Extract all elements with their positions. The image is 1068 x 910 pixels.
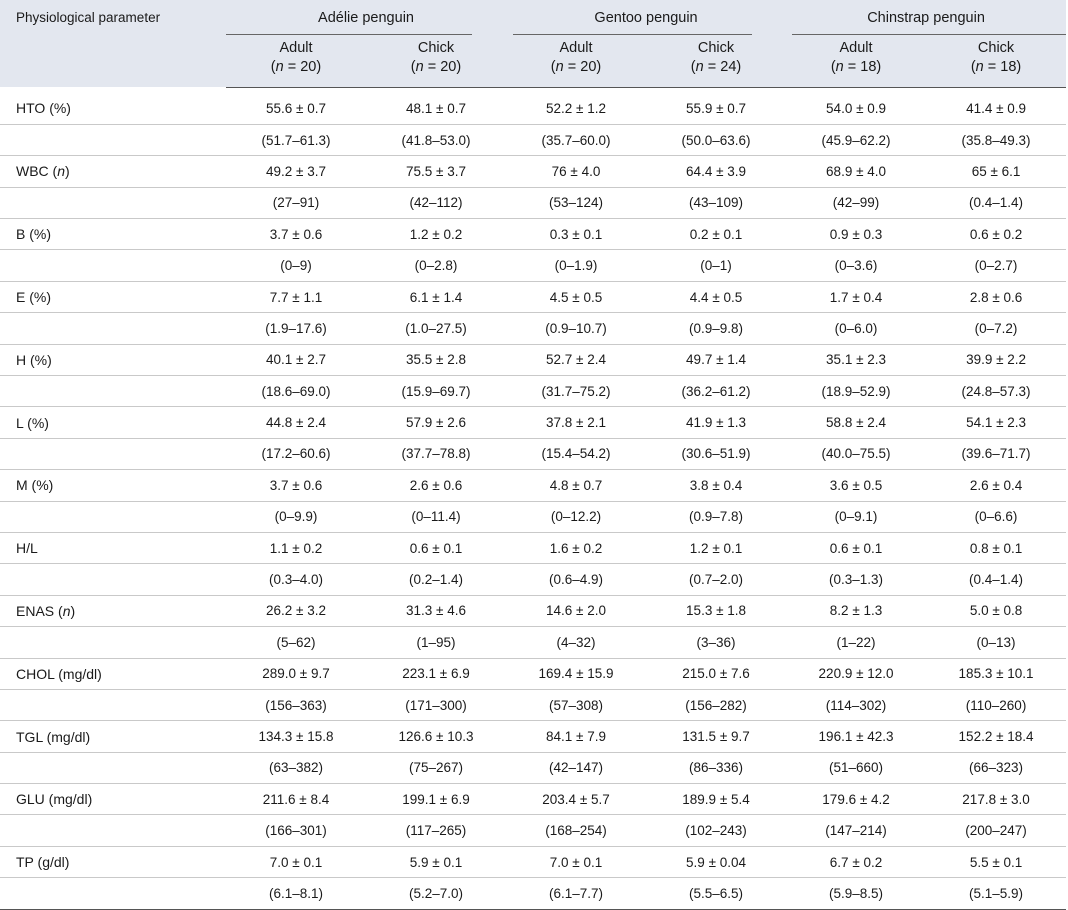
parameter-unit: n [62, 602, 71, 619]
mean-value-cell: 211.6 ± 8.4 [226, 784, 366, 815]
sample-size: (n = 20) [410, 59, 462, 75]
mean-value-cell: 215.0 ± 7.6 [646, 658, 786, 689]
table-row-mean [0, 87, 1066, 124]
mean-value-cell: 58.8 ± 2.4 [786, 407, 926, 438]
range-value-cell: (15.4–54.2) [506, 438, 646, 469]
parameter-label-end: ) [70, 602, 76, 619]
subgroup-label: Chick [417, 40, 455, 56]
mean-value-cell: 5.5 ± 0.1 [926, 846, 1066, 877]
mean-value-cell: 64.4 ± 3.9 [646, 156, 786, 187]
mean-value-cell: 68.9 ± 4.0 [786, 156, 926, 187]
parameter-name [0, 532, 226, 563]
range-value-cell: (0.9–7.8) [646, 501, 786, 532]
range-value-cell: (0.7–2.0) [646, 564, 786, 595]
range-value-cell: (0–12.2) [506, 501, 646, 532]
parameter-label: ENAS ( [16, 602, 63, 619]
range-value-cell: (18.6–69.0) [226, 376, 366, 407]
mean-value-cell: 179.6 ± 4.2 [786, 784, 926, 815]
range-value-cell: (51–660) [786, 752, 926, 783]
sample-size: (n = 18) [970, 59, 1022, 75]
table-row-mean [0, 846, 1066, 877]
mean-value-cell: 7.0 ± 0.1 [226, 846, 366, 877]
mean-value-cell: 189.9 ± 5.4 [646, 784, 786, 815]
n-equals: = [283, 59, 301, 75]
range-value-cell: (5.9–8.5) [786, 878, 926, 909]
table-row-range [0, 815, 1066, 846]
range-value-cell: (166–301) [226, 815, 366, 846]
mean-value-cell: 44.8 ± 2.4 [226, 407, 366, 438]
mean-value-cell: 75.5 ± 3.7 [366, 156, 506, 187]
mean-value-cell: 203.4 ± 5.7 [506, 784, 646, 815]
range-value-cell: (0–9.1) [786, 501, 926, 532]
mean-value-cell: 35.1 ± 2.3 [786, 344, 926, 375]
range-value-cell: (35.8–49.3) [926, 124, 1066, 155]
parameter-name [0, 407, 226, 438]
mean-value-cell: 196.1 ± 42.3 [786, 721, 926, 752]
mean-value-cell: 5.9 ± 0.04 [646, 846, 786, 877]
mean-value-cell: 4.5 ± 0.5 [506, 281, 646, 312]
mean-value-cell: 131.5 ± 9.7 [646, 721, 786, 752]
range-value-cell: (171–300) [366, 689, 506, 720]
empty-parameter-cell [0, 815, 226, 846]
range-value-cell: (75–267) [366, 752, 506, 783]
parameter-name [0, 721, 226, 752]
table-row-mean [0, 658, 1066, 689]
range-value-cell: (0.9–9.8) [646, 313, 786, 344]
range-value-cell: (53–124) [506, 187, 646, 218]
parameter-label: H (%) [16, 351, 52, 368]
table-row-range [0, 187, 1066, 218]
range-value-cell: (1.0–27.5) [366, 313, 506, 344]
mean-value-cell: 57.9 ± 2.6 [366, 407, 506, 438]
table-row-mean [0, 281, 1066, 312]
mean-value-cell: 7.0 ± 0.1 [506, 846, 646, 877]
parameter-label: GLU (mg/dl) [16, 791, 93, 808]
group-header-adelie [226, 0, 506, 35]
mean-value-cell: 1.2 ± 0.1 [646, 532, 786, 563]
range-value-cell: (0–7.2) [926, 313, 1066, 344]
sample-size: (n = 20) [270, 59, 322, 75]
n-symbol: n [555, 59, 564, 75]
n-symbol: n [275, 59, 284, 75]
range-value-cell: (0–9.9) [226, 501, 366, 532]
mean-value-cell: 199.1 ± 6.9 [366, 784, 506, 815]
sample-size: (n = 24) [690, 59, 742, 75]
empty-parameter-cell [0, 564, 226, 595]
parameter-label: WBC ( [16, 163, 58, 180]
range-value-cell: (24.8–57.3) [926, 376, 1066, 407]
range-value-cell: (5–62) [226, 627, 366, 658]
empty-parameter-cell [0, 627, 226, 658]
table-row-range [0, 501, 1066, 532]
range-value-cell: (3–36) [646, 627, 786, 658]
range-value-cell: (156–363) [226, 689, 366, 720]
mean-value-cell: 3.7 ± 0.6 [226, 470, 366, 501]
range-value-cell: (0.3–1.3) [786, 564, 926, 595]
range-value-cell: (31.7–75.2) [506, 376, 646, 407]
range-value-cell: (27–91) [226, 187, 366, 218]
range-value-cell: (51.7–61.3) [226, 124, 366, 155]
subgroup-label: Adult [839, 40, 873, 56]
group-header-gentoo [506, 0, 786, 35]
mean-value-cell: 2.6 ± 0.4 [926, 470, 1066, 501]
table-row-range [0, 564, 1066, 595]
mean-value-cell: 0.2 ± 0.1 [646, 219, 786, 250]
empty-parameter-cell [0, 313, 226, 344]
range-value-cell: (4–32) [506, 627, 646, 658]
table-row-mean [0, 407, 1066, 438]
mean-value-cell: 0.3 ± 0.1 [506, 219, 646, 250]
range-value-cell: (5.2–7.0) [366, 878, 506, 909]
table-row-range [0, 376, 1066, 407]
parameter-label: H/L [16, 540, 38, 557]
parameter-name [0, 219, 226, 250]
table-row-range [0, 627, 1066, 658]
subgroup-header [366, 35, 506, 87]
mean-value-cell: 15.3 ± 1.8 [646, 595, 786, 626]
mean-value-cell: 35.5 ± 2.8 [366, 344, 506, 375]
mean-value-cell: 49.2 ± 3.7 [226, 156, 366, 187]
parameter-label: TGL (mg/dl) [16, 728, 91, 745]
parameter-label-end: ) [65, 163, 70, 180]
table-row-range [0, 313, 1066, 344]
mean-value-cell: 2.8 ± 0.6 [926, 281, 1066, 312]
range-value-cell: (35.7–60.0) [506, 124, 646, 155]
mean-value-cell: 0.6 ± 0.2 [926, 219, 1066, 250]
sample-size: (n = 20) [550, 59, 602, 75]
table-row-mean [0, 784, 1066, 815]
range-value-cell: (0.2–1.4) [366, 564, 506, 595]
range-value-cell: (117–265) [366, 815, 506, 846]
n-value: 20 [300, 59, 317, 75]
range-value-cell: (0–6.6) [926, 501, 1066, 532]
table-row-range [0, 438, 1066, 469]
range-value-cell: (200–247) [926, 815, 1066, 846]
range-value-cell: (30.6–51.9) [646, 438, 786, 469]
table-row-range [0, 752, 1066, 783]
mean-value-cell: 55.9 ± 0.7 [646, 87, 786, 124]
empty-parameter-cell [0, 689, 226, 720]
n-equals: = [423, 59, 441, 75]
range-value-cell: (5.5–6.5) [646, 878, 786, 909]
mean-value-cell: 152.2 ± 18.4 [926, 721, 1066, 752]
mean-value-cell: 217.8 ± 3.0 [926, 784, 1066, 815]
mean-value-cell: 54.1 ± 2.3 [926, 407, 1066, 438]
table-row-mean [0, 721, 1066, 752]
mean-value-cell: 289.0 ± 9.7 [226, 658, 366, 689]
parameter-name [0, 344, 226, 375]
mean-value-cell: 54.0 ± 0.9 [786, 87, 926, 124]
mean-value-cell: 2.6 ± 0.6 [366, 470, 506, 501]
table-row-range [0, 250, 1066, 281]
mean-value-cell: 6.1 ± 1.4 [366, 281, 506, 312]
range-value-cell: (0–3.6) [786, 250, 926, 281]
empty-parameter-cell [0, 438, 226, 469]
mean-value-cell: 26.2 ± 3.2 [226, 595, 366, 626]
mean-value-cell: 37.8 ± 2.1 [506, 407, 646, 438]
n-value: 20 [440, 59, 457, 75]
mean-value-cell: 4.4 ± 0.5 [646, 281, 786, 312]
range-value-cell: (50.0–63.6) [646, 124, 786, 155]
range-value-cell: (168–254) [506, 815, 646, 846]
mean-value-cell: 5.9 ± 0.1 [366, 846, 506, 877]
parameter-name [0, 156, 226, 187]
range-value-cell: (39.6–71.7) [926, 438, 1066, 469]
mean-value-cell: 126.6 ± 10.3 [366, 721, 506, 752]
empty-parameter-cell [0, 250, 226, 281]
table-header [0, 0, 1066, 87]
parameter-label: E (%) [16, 289, 51, 306]
mean-value-cell: 48.1 ± 0.7 [366, 87, 506, 124]
mean-value-cell: 41.9 ± 1.3 [646, 407, 786, 438]
range-value-cell: (41.8–53.0) [366, 124, 506, 155]
range-value-cell: (0–1.9) [506, 250, 646, 281]
table-row-mean [0, 470, 1066, 501]
sample-size: (n = 18) [830, 59, 882, 75]
subgroup-label: Adult [279, 40, 313, 56]
table-body [0, 87, 1066, 909]
range-value-cell: (147–214) [786, 815, 926, 846]
subgroup-label: Adult [559, 40, 593, 56]
parameter-label: M (%) [16, 477, 54, 494]
range-value-cell: (17.2–60.6) [226, 438, 366, 469]
range-value-cell: (1–22) [786, 627, 926, 658]
table-row-mean [0, 156, 1066, 187]
range-value-cell: (1–95) [366, 627, 506, 658]
mean-value-cell: 4.8 ± 0.7 [506, 470, 646, 501]
mean-value-cell: 76 ± 4.0 [506, 156, 646, 187]
range-value-cell: (6.1–7.7) [506, 878, 646, 909]
parameter-label: CHOL (mg/dl) [16, 665, 102, 682]
range-value-cell: (0–6.0) [786, 313, 926, 344]
range-value-cell: (156–282) [646, 689, 786, 720]
range-value-cell: (37.7–78.8) [366, 438, 506, 469]
mean-value-cell: 84.1 ± 7.9 [506, 721, 646, 752]
subgroup-header [786, 35, 926, 87]
range-value-cell: (42–112) [366, 187, 506, 218]
mean-value-cell: 1.2 ± 0.2 [366, 219, 506, 250]
range-value-cell: (0.9–10.7) [506, 313, 646, 344]
table-row-mean [0, 344, 1066, 375]
range-value-cell: (0–1) [646, 250, 786, 281]
mean-value-cell: 49.7 ± 1.4 [646, 344, 786, 375]
parameter-name [0, 470, 226, 501]
empty-parameter-cell [0, 376, 226, 407]
table-row-range [0, 878, 1066, 909]
group-label: Adélie penguin [318, 10, 414, 26]
mean-value-cell: 65 ± 6.1 [926, 156, 1066, 187]
range-value-cell: (0–13) [926, 627, 1066, 658]
table-row-range [0, 689, 1066, 720]
mean-value-cell: 52.7 ± 2.4 [506, 344, 646, 375]
range-value-cell: (42–147) [506, 752, 646, 783]
table-row-mean [0, 595, 1066, 626]
mean-value-cell: 0.8 ± 0.1 [926, 532, 1066, 563]
range-value-cell: (0–2.7) [926, 250, 1066, 281]
mean-value-cell: 1.1 ± 0.2 [226, 532, 366, 563]
parameter-label: B (%) [16, 226, 51, 243]
mean-value-cell: 41.4 ± 0.9 [926, 87, 1066, 124]
empty-parameter-cell [0, 124, 226, 155]
parameter-label: L (%) [16, 414, 49, 431]
range-value-cell: (42–99) [786, 187, 926, 218]
table-row-range [0, 124, 1066, 155]
group-header-chinstrap [786, 0, 1066, 35]
mean-value-cell: 223.1 ± 6.9 [366, 658, 506, 689]
mean-value-cell: 3.6 ± 0.5 [786, 470, 926, 501]
mean-value-cell: 6.7 ± 0.2 [786, 846, 926, 877]
parameter-unit: n [57, 163, 66, 180]
range-value-cell: (63–382) [226, 752, 366, 783]
parameter-name [0, 658, 226, 689]
range-value-cell: (0.6–4.9) [506, 564, 646, 595]
n-value: 24 [720, 59, 737, 75]
range-value-cell: (18.9–52.9) [786, 376, 926, 407]
n-value: 20 [580, 59, 597, 75]
mean-value-cell: 7.7 ± 1.1 [226, 281, 366, 312]
mean-value-cell: 39.9 ± 2.2 [926, 344, 1066, 375]
table-row-mean [0, 219, 1066, 250]
subgroup-label: Chick [977, 40, 1015, 56]
range-value-cell: (110–260) [926, 689, 1066, 720]
parameter-label: TP (g/dl) [16, 854, 70, 871]
mean-value-cell: 220.9 ± 12.0 [786, 658, 926, 689]
range-value-cell: (36.2–61.2) [646, 376, 786, 407]
subgroup-header [926, 35, 1066, 87]
mean-value-cell: 0.6 ± 0.1 [366, 532, 506, 563]
table-row-mean [0, 532, 1066, 563]
n-equals: = [843, 59, 861, 75]
n-symbol: n [975, 59, 984, 75]
parameter-name [0, 846, 226, 877]
range-value-cell: (0–9) [226, 250, 366, 281]
subgroup-header [506, 35, 646, 87]
empty-parameter-cell [0, 878, 226, 909]
mean-value-cell: 0.6 ± 0.1 [786, 532, 926, 563]
range-value-cell: (0–11.4) [366, 501, 506, 532]
range-value-cell: (102–243) [646, 815, 786, 846]
mean-value-cell: 3.8 ± 0.4 [646, 470, 786, 501]
n-equals: = [703, 59, 721, 75]
mean-value-cell: 0.9 ± 0.3 [786, 219, 926, 250]
range-value-cell: (40.0–75.5) [786, 438, 926, 469]
mean-value-cell: 8.2 ± 1.3 [786, 595, 926, 626]
mean-value-cell: 1.7 ± 0.4 [786, 281, 926, 312]
empty-parameter-cell [0, 752, 226, 783]
n-symbol: n [415, 59, 424, 75]
range-value-cell: (15.9–69.7) [366, 376, 506, 407]
mean-value-cell: 52.2 ± 1.2 [506, 87, 646, 124]
range-value-cell: (114–302) [786, 689, 926, 720]
mean-value-cell: 1.6 ± 0.2 [506, 532, 646, 563]
range-value-cell: (5.1–5.9) [926, 878, 1066, 909]
mean-value-cell: 169.4 ± 15.9 [506, 658, 646, 689]
mean-value-cell: 14.6 ± 2.0 [506, 595, 646, 626]
range-value-cell: (6.1–8.1) [226, 878, 366, 909]
range-value-cell: (1.9–17.6) [226, 313, 366, 344]
subgroup-label: Chick [697, 40, 735, 56]
mean-value-cell: 40.1 ± 2.7 [226, 344, 366, 375]
n-value: 18 [1000, 59, 1017, 75]
n-value: 18 [860, 59, 877, 75]
subgroup-header [226, 35, 366, 87]
empty-parameter-cell [0, 187, 226, 218]
parameter-name [0, 87, 226, 124]
range-value-cell: (0–2.8) [366, 250, 506, 281]
range-value-cell: (57–308) [506, 689, 646, 720]
range-value-cell: (0.4–1.4) [926, 187, 1066, 218]
range-value-cell: (86–336) [646, 752, 786, 783]
range-value-cell: (45.9–62.2) [786, 124, 926, 155]
mean-value-cell: 134.3 ± 15.8 [226, 721, 366, 752]
n-symbol: n [695, 59, 704, 75]
n-equals: = [983, 59, 1001, 75]
mean-value-cell: 55.6 ± 0.7 [226, 87, 366, 124]
parameter-name [0, 784, 226, 815]
parameter-name [0, 281, 226, 312]
range-value-cell: (0.4–1.4) [926, 564, 1066, 595]
group-label: Gentoo penguin [594, 10, 698, 26]
mean-value-cell: 31.3 ± 4.6 [366, 595, 506, 626]
mean-value-cell: 3.7 ± 0.6 [226, 219, 366, 250]
range-value-cell: (43–109) [646, 187, 786, 218]
n-equals: = [563, 59, 581, 75]
mean-value-cell: 5.0 ± 0.8 [926, 595, 1066, 626]
empty-parameter-cell [0, 501, 226, 532]
parameter-name [0, 595, 226, 626]
mean-value-cell: 185.3 ± 10.1 [926, 658, 1066, 689]
subgroup-header [646, 35, 786, 87]
group-label: Chinstrap penguin [867, 10, 985, 26]
range-value-cell: (66–323) [926, 752, 1066, 783]
n-symbol: n [835, 59, 844, 75]
parameter-label: HTO (%) [16, 100, 71, 117]
param-column-header: Physiological parameter [16, 10, 161, 25]
range-value-cell: (0.3–4.0) [226, 564, 366, 595]
